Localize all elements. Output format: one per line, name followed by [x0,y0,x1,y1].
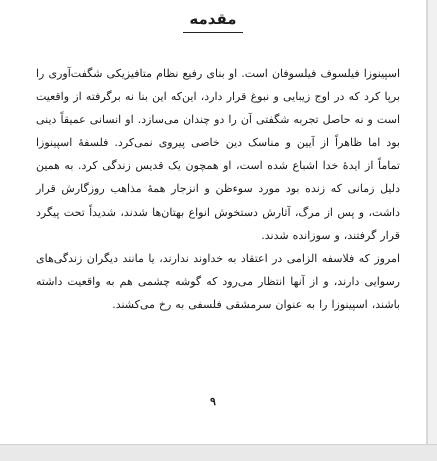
page-edge [426,0,428,444]
page-gap [0,444,437,461]
page-number: ۹ [210,395,216,408]
body-text [36,62,400,316]
paragraph-2: امروز که فلاسفه الزامی در اعتقاد به خداوند ندارند، یا مانند دیگران زندگی‌های رسوایی دارند، و از آنها انتظار می‌رود که گوشه چشمی هم به واقعیت داشته باشند، اسپینوزا را به عنوان سرمشقی فلسفی به رخ می‌کشند. [36,251,400,311]
page-title [0,9,426,33]
page-title-text: مقدمه [183,9,242,33]
paragraph-1: اسپینوزا فیلسوف فیلسوفان است. او بنای رفیع نظام متافیزیکی شگفت‌آوری را برپا کرد که در اوج زیبایی و نبوغ قرار دارد، این‌که این بنا نه برگرفته از واقعیت است و نه حاصل تجربه شگفتی آن را دو چندان می‌سازد. او انسانی عمیقاً دینی بود اما ظاهراً از آیین و مناسک دین خاصی پیروی نمی‌کرد. فلسفهٔ اسپینوزا تماماً از ایدهٔ خدا اشباع شده است، او همچون یک قدیس زندگی کرد. به همین دلیل زمانی که زنده بود مورد سوءظن و انزجار همهٔ مذاهب روزگارش قرار داشت، و پس از مرگ، آثارش دستخوش انواع بهتان‌ها شدند، شدیداً تحت پیگرد قرار گرفتند، و سوزانده شدند. [36,67,400,242]
